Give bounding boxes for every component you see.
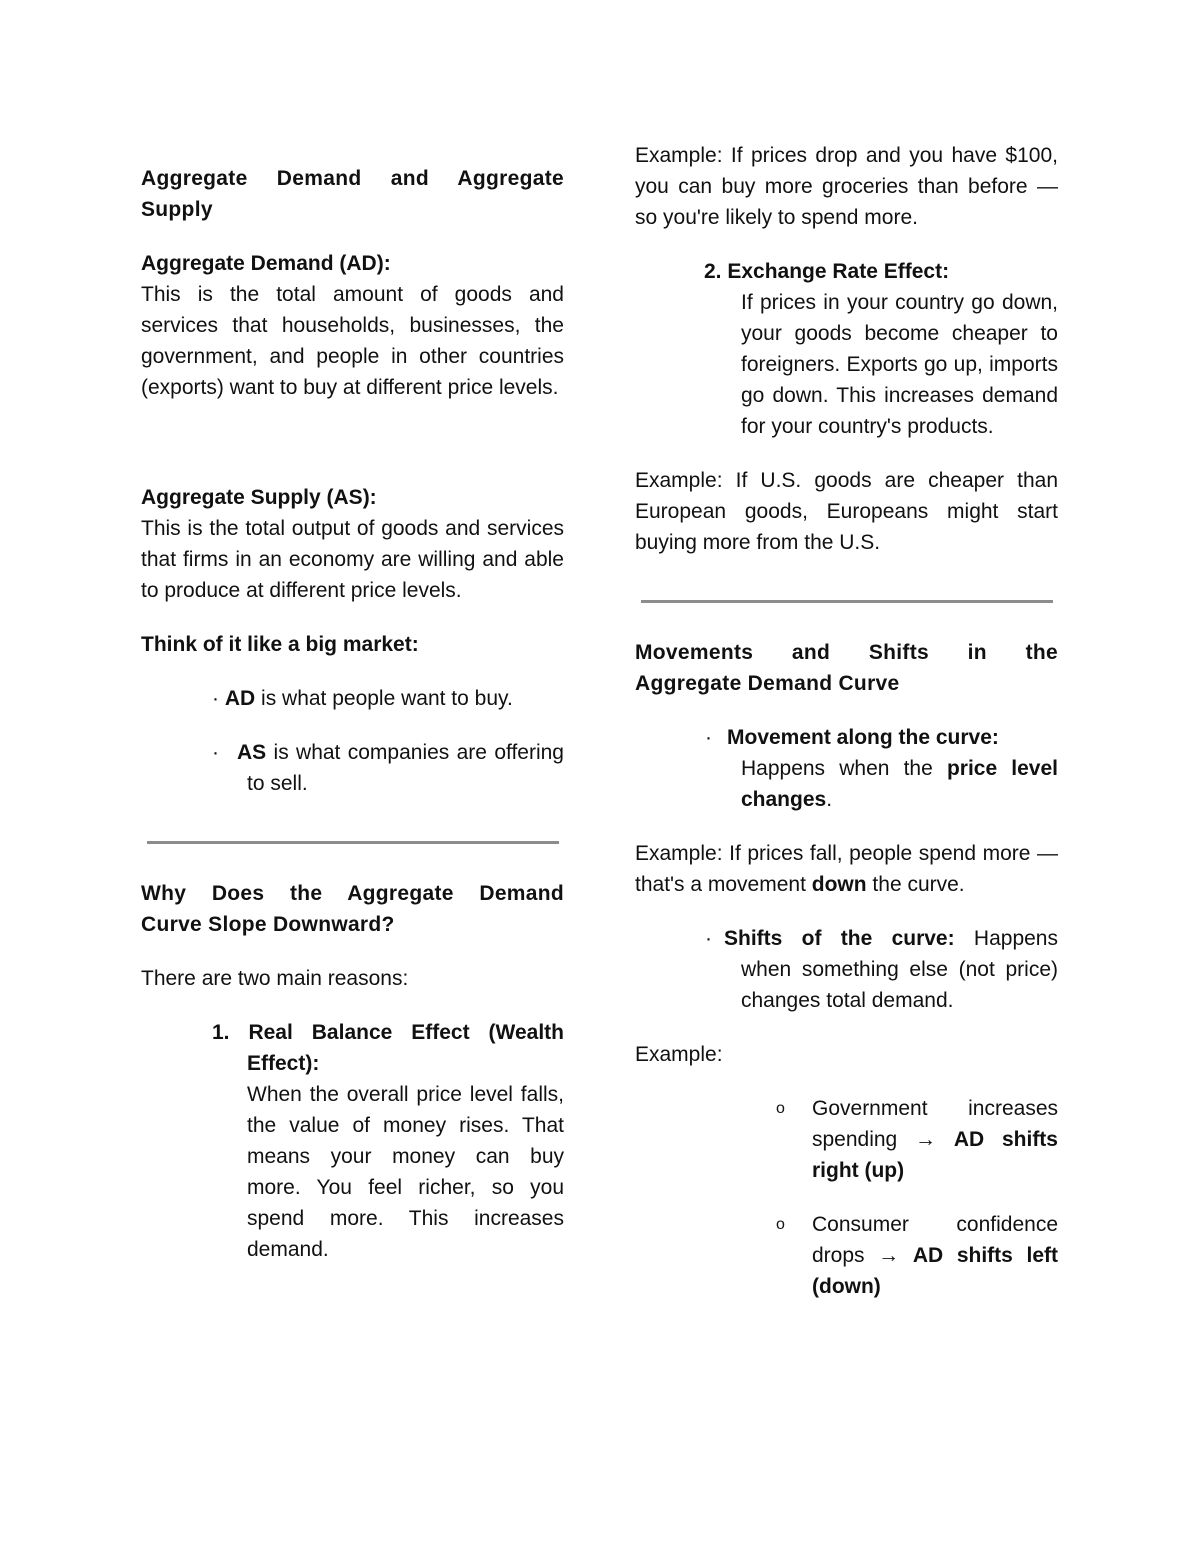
bullet-as [212,737,564,799]
bullet-ad [212,683,564,714]
movement-text: Happens when the price level changes. [741,757,1058,811]
why-heading-line2: Curve Slope Downward? [141,913,395,936]
sub-bullet-symbol: o [776,1216,785,1233]
shift-item [705,923,1058,1016]
shift-term: Shifts of the curve: [724,927,955,950]
market-heading: Think of it like a big market: [141,633,419,656]
reason-1 [212,1017,564,1265]
bullet-ad-text: is what people want to buy. [255,687,513,710]
movement-item [705,722,1058,815]
reason-2-example: Example: If U.S. goods are cheaper than European goods, Europeans might start buying more from the U.S. [635,469,1058,554]
bullet-symbol: · [705,927,712,950]
ad-heading: Aggregate Demand (AD): [141,252,391,275]
reasons-intro: There are two main reasons: [141,967,409,990]
bullet-as-text: is what companies are offering to sell. [247,741,564,795]
reason-2 [704,256,1058,442]
document-title-line1: Aggregate Demand and Aggregate [141,167,564,190]
why-heading-line1: Why Does the Aggregate Demand [141,882,564,905]
ad-definition: This is the total amount of goods and services that households, businesses, the government, and people in other countries (exports) want to buy at different price levels. [141,283,564,399]
sub-bullet-symbol: o [776,1100,785,1117]
sub-item-2-text: Consumer confidence drops → [812,1213,1058,1267]
document-title-line2: Supply [141,198,213,221]
sub-item-1 [776,1093,1058,1186]
reason-2-body: If prices in your country go down, your goods become cheaper to foreigners. Exports go up, imports go down. This increases demand for your country's products. [741,291,1058,438]
reason-1-body: When the overall price level falls, the value of money rises. That means your money can buy more. You feel richer, so you spend more. This increases demand. [247,1083,564,1261]
sub-item-1-text: Government increases spending → [812,1097,1058,1151]
as-definition: This is the total output of goods and services that firms in an economy are willing and able to produce at different price levels. [141,517,564,602]
as-heading: Aggregate Supply (AS): [141,486,377,509]
moves-heading-line1: Movements and Shifts in the [635,641,1058,664]
example-label: Example: [635,1043,723,1066]
bullet-as-term: AS [237,741,267,764]
sub-item-1-bold: AD shifts right (up) [812,1128,1058,1182]
bullet-symbol: · [705,726,712,749]
bullet-symbol: · [212,687,219,710]
bullet-symbol: · [212,741,219,764]
reason-2-heading: 2. Exchange Rate Effect: [704,260,950,283]
left-column [141,163,564,1265]
reason-1-heading: 1. Real Balance Effect (Wealth Effect): [212,1021,564,1075]
reason-1-example: Example: If prices drop and you have $100, you can buy more groceries than before — so you're likely to spend more. [635,144,1058,229]
right-column [635,140,1058,1302]
movement-term: Movement along the curve: [727,726,999,749]
sub-item-2-bold: AD shifts left (down) [812,1244,1058,1298]
shift-text: Happens when something else (not price) changes total demand. [741,927,1058,1012]
sub-item-2 [776,1209,1058,1302]
movement-example: Example: If prices fall, people spend more — that's a movement down the curve. [635,842,1058,896]
moves-heading-line2: Aggregate Demand Curve [635,672,900,695]
bullet-ad-term: AD [224,687,256,710]
